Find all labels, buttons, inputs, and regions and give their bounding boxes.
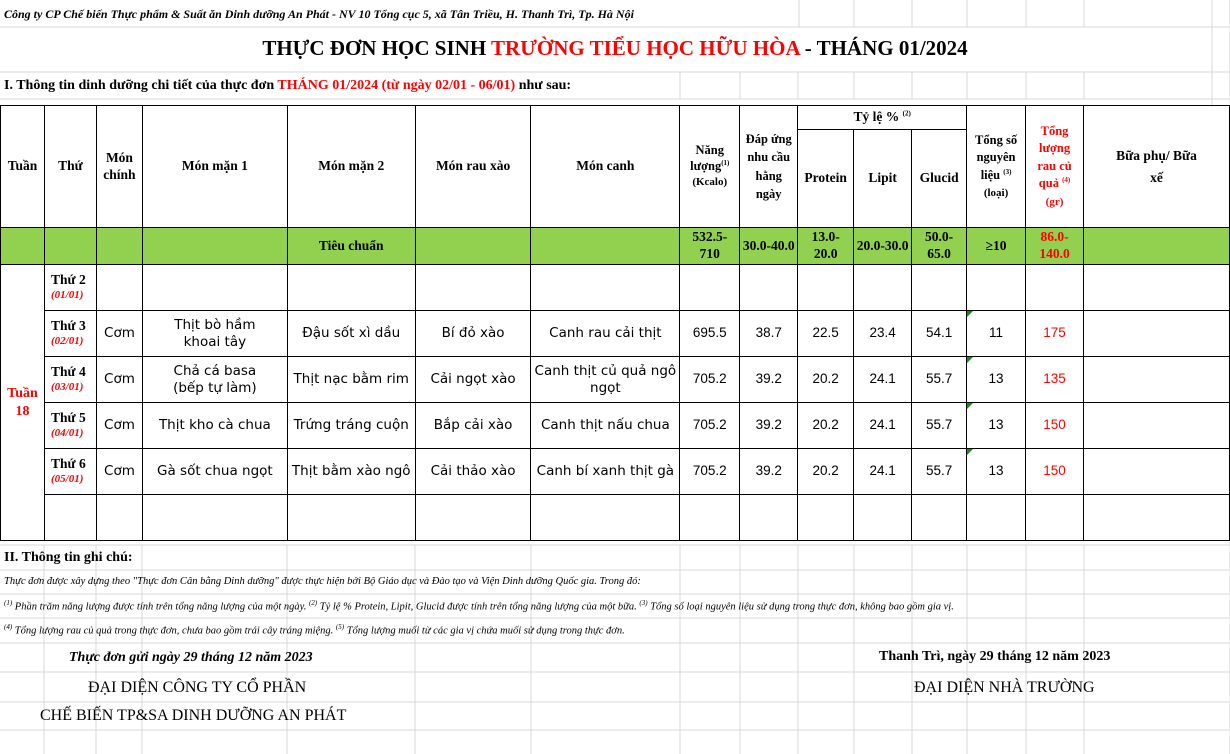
cell-energy: 705.2 (680, 403, 740, 449)
day-cell (44, 403, 96, 449)
empty-cell (415, 495, 531, 541)
empty-cell (798, 495, 854, 541)
day-date: (05/01) (50, 473, 84, 486)
cell-veg: Cải ngọt xào (415, 357, 531, 403)
table-row (1, 449, 1230, 495)
company-representative-1: ĐẠI DIỆN CÔNG TY CỔ PHẦN (88, 679, 307, 696)
table-row-empty (1, 495, 1230, 541)
cell-lipid: 24.1 (854, 449, 912, 495)
page-title (0, 36, 1230, 61)
day-cell (44, 265, 96, 311)
cell-glucid: 55.7 (912, 449, 967, 495)
empty-cell (1084, 495, 1230, 541)
table-row (1, 357, 1230, 403)
day-name: Thứ 4 (50, 364, 86, 380)
header-glucid: Glucid (912, 130, 967, 228)
cell-soup: Canh rau cải thịt (531, 311, 680, 357)
cell-soup: Canh bí xanh thịt gà (531, 449, 680, 495)
header-soup: Món canh (531, 106, 680, 228)
empty-cell (1026, 495, 1084, 541)
table-row (1, 265, 1230, 311)
cell-dish1: Thịt kho cà chua (142, 403, 287, 449)
std-protein: 13.0-20.0 (798, 228, 854, 265)
header-energy-label: Năng lượng (690, 142, 724, 173)
header-snack: Bữa phụ/ Bữa xế (1084, 106, 1230, 228)
header-energy (680, 106, 740, 228)
cell-energy: 705.2 (680, 449, 740, 495)
note-line-2 (4, 623, 625, 637)
cell-veg-total: 150 (1026, 449, 1084, 495)
cell-veg: Bắp cải xào (415, 403, 531, 449)
cell-veg-total: 135 (1026, 357, 1084, 403)
day-cell (44, 311, 96, 357)
day-date: (02/01) (50, 335, 84, 348)
std-empty (1, 228, 45, 265)
empty-cell (740, 495, 798, 541)
cell-ingredients: 13 (967, 449, 1026, 495)
cell-energy: 705.2 (680, 357, 740, 403)
cell-ingredients: 13 (967, 357, 1026, 403)
cell-veg-total: 150 (1026, 403, 1084, 449)
title-school: TRƯỜNG TIỂU HỌC HỮU HÒA (491, 36, 800, 60)
day-date: (01/01) (50, 289, 84, 302)
day-date: (03/01) (50, 381, 84, 394)
cell-lipid: 24.1 (854, 357, 912, 403)
cell-snack (1084, 403, 1230, 449)
company-line: Công ty CP Chế biến Thực phẩm & Suất ăn Dinh dưỡng An Phát - NV 10 Tổng cục 5, xã Tân Triều, H. Thanh Trì, Tp. Hà Nội (4, 7, 634, 21)
cell-dish2: Thịt bằm xào ngô (287, 449, 415, 495)
cell-dish1 (142, 265, 287, 311)
table-row (1, 403, 1230, 449)
header-ingredients-label: Tổng số nguyên liệu (975, 132, 1018, 182)
note2-text: Tỷ lệ % Protein, Lipit, Glucid được tính trên tổng năng lượng của một bữa. (317, 601, 640, 613)
std-veg-total: 86.0-140.0 (1026, 228, 1084, 265)
section1-month: THÁNG 01/2024 (từ ngày 02/01 - 06/01) (277, 78, 516, 93)
note5-sup: (5) (335, 623, 345, 631)
company-representative-2: CHẾ BIẾN TP&SA DINH DƯỠNG AN PHÁT (40, 707, 347, 724)
cell-dish2: Trứng tráng cuộn (287, 403, 415, 449)
header-energy-sup: (1) (721, 158, 730, 167)
cell-dish1: Chả cá basa (bếp tự làm) (142, 357, 287, 403)
header-day: Thứ (44, 106, 96, 228)
note1-sup: (1) (4, 599, 13, 607)
cell-energy (680, 265, 740, 311)
header-veg-total (1026, 106, 1084, 228)
std-lipid: 20.0-30.0 (854, 228, 912, 265)
std-empty (1084, 228, 1230, 265)
std-daily: 30.0-40.0 (740, 228, 798, 265)
header-ingredients (967, 106, 1026, 228)
std-energy: 532.5-710 (680, 228, 740, 265)
std-glucid: 50.0-65.0 (912, 228, 967, 265)
day-name: Thứ 3 (50, 318, 86, 334)
cell-protein: 22.5 (798, 311, 854, 357)
cell-snack (1084, 357, 1230, 403)
empty-cell (142, 495, 287, 541)
cell-daily: 38.7 (740, 311, 798, 357)
section1-suffix: như sau: (515, 78, 572, 93)
empty-cell (912, 495, 967, 541)
note3-sup: (3) (639, 599, 648, 607)
empty-cell (287, 495, 415, 541)
note2-sup: (2) (308, 599, 318, 607)
header-ingredients-unit: (loại) (983, 187, 1009, 199)
cell-soup: Canh thịt nấu chua (531, 403, 680, 449)
day-cell (44, 449, 96, 495)
note3-text: Tổng số loại nguyên liệu sử dụng trong thực đơn, không bao gồm gia vị. (647, 601, 954, 613)
cell-veg: Cải thảo xào (415, 449, 531, 495)
std-empty (142, 228, 287, 265)
cell-soup: Canh thịt củ quả ngô ngọt (531, 357, 680, 403)
std-empty (96, 228, 142, 265)
header-lipid: Lipit (854, 130, 912, 228)
cell-glucid (912, 265, 967, 311)
week-label: Tuần 18 (1, 265, 45, 541)
table-row (1, 311, 1230, 357)
header-veg-total-unit: (gr) (1045, 195, 1064, 208)
header-ratio-sup: (2) (902, 109, 911, 118)
cell-veg: Bí đỏ xào (415, 311, 531, 357)
cell-protein: 20.2 (798, 357, 854, 403)
day-name: Thứ 2 (50, 272, 86, 288)
cell-veg-total (1026, 265, 1084, 311)
day-cell (44, 357, 96, 403)
note4-text: Tổng lượng rau củ quả trong thực đơn, chưa bao gồm trái cây tráng miệng. (12, 625, 336, 637)
cell-snack (1084, 449, 1230, 495)
note5-text: Tổng lượng muối từ các gia vị chứa muối sử dụng trong thực đơn. (344, 625, 625, 637)
header-veg: Món rau xào (415, 106, 531, 228)
title-prefix: THỰC ĐƠN HỌC SINH (262, 36, 492, 60)
cell-lipid (854, 265, 912, 311)
cell-glucid: 55.7 (912, 357, 967, 403)
header-protein: Protein (798, 130, 854, 228)
cell-main (96, 265, 142, 311)
empty-cell (967, 495, 1026, 541)
title-suffix: - THÁNG 01/2024 (799, 36, 968, 60)
cell-lipid: 24.1 (854, 403, 912, 449)
cell-veg (415, 265, 531, 311)
standard-row (1, 228, 1230, 265)
cell-ingredients (967, 265, 1026, 311)
cell-protein: 20.2 (798, 449, 854, 495)
note1-text: Phần trăm năng lượng được tính trên tổng năng lượng của một ngày. (12, 601, 309, 613)
std-label: Tiêu chuẩn (287, 228, 415, 265)
place-date: Thanh Trì, ngày 29 tháng 12 năm 2023 (879, 649, 1111, 664)
empty-cell (96, 495, 142, 541)
day-date: (04/01) (50, 427, 84, 440)
header-ingredients-sup: (3) (1003, 167, 1012, 176)
cell-daily: 39.2 (740, 403, 798, 449)
cell-snack (1084, 265, 1230, 311)
header-dish2: Món mặn 2 (287, 106, 415, 228)
cell-lipid: 23.4 (854, 311, 912, 357)
cell-dish2 (287, 265, 415, 311)
section2-heading: II. Thông tin ghi chú: (4, 550, 133, 565)
cell-protein: 20.2 (798, 403, 854, 449)
std-empty (44, 228, 96, 265)
menu-table (0, 105, 1230, 541)
header-daily: Đáp ứng nhu cầu hằng ngày (740, 106, 798, 228)
std-empty (531, 228, 680, 265)
std-empty (415, 228, 531, 265)
day-name: Thứ 6 (50, 456, 86, 472)
sent-date: Thực đơn gửi ngày 29 tháng 12 năm 2023 (69, 650, 313, 665)
cell-dish1: Gà sốt chua ngọt (142, 449, 287, 495)
cell-soup (531, 265, 680, 311)
header-week: Tuần (1, 106, 45, 228)
cell-daily (740, 265, 798, 311)
std-ingredients: ≥10 (967, 228, 1026, 265)
cell-dish2: Thịt nạc bằm rim (287, 357, 415, 403)
note-line-1 (4, 599, 954, 613)
cell-energy: 695.5 (680, 311, 740, 357)
cell-veg-total: 175 (1026, 311, 1084, 357)
empty-cell (531, 495, 680, 541)
cell-protein (798, 265, 854, 311)
empty-cell (44, 495, 96, 541)
header-energy-unit: (Kcalo) (692, 176, 728, 189)
cell-glucid: 55.7 (912, 403, 967, 449)
cell-glucid: 54.1 (912, 311, 967, 357)
cell-daily: 39.2 (740, 449, 798, 495)
cell-snack (1084, 311, 1230, 357)
cell-dish1: Thịt bò hầm khoai tây (142, 311, 287, 357)
cell-main: Cơm (96, 449, 142, 495)
header-veg-total-sup: (4) (1062, 176, 1071, 185)
section1-heading (4, 78, 571, 94)
header-ratio (798, 106, 967, 130)
cell-daily: 39.2 (740, 357, 798, 403)
note-intro: Thực đơn được xây dựng theo "Thực đơn Cân bằng Dinh dưỡng" được thực hiện bởi Bộ Giáo dục và Đào tạo và Viện Dinh dưỡng Quốc gia. Trong đó: (4, 576, 641, 587)
cell-dish2: Đậu sốt xì dầu (287, 311, 415, 357)
section1-prefix: I. Thông tin dinh dưỡng chi tiết của thực đơn (4, 78, 278, 93)
cell-main: Cơm (96, 311, 142, 357)
day-name: Thứ 5 (50, 410, 86, 426)
empty-cell (854, 495, 912, 541)
cell-main: Cơm (96, 403, 142, 449)
cell-main: Cơm (96, 357, 142, 403)
school-representative: ĐẠI DIỆN NHÀ TRƯỜNG (914, 679, 1095, 696)
note4-sup: (4) (4, 623, 13, 631)
cell-ingredients: 11 (967, 311, 1026, 357)
empty-cell (680, 495, 740, 541)
header-veg-total-label: Tổng lượng rau củ quả (1037, 123, 1072, 191)
header-main: Món chính (96, 106, 142, 228)
cell-ingredients: 13 (967, 403, 1026, 449)
header-ratio-label: Tỷ lệ % (853, 109, 900, 125)
header-dish1: Món mặn 1 (142, 106, 287, 228)
